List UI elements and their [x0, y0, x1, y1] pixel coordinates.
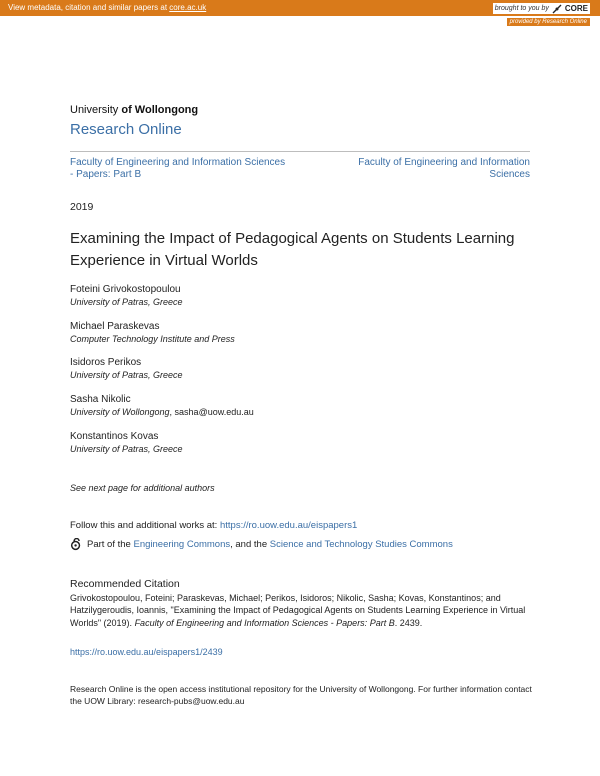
author-affiliation-text: University of Wollongong	[70, 407, 170, 417]
author-block	[70, 283, 183, 308]
citation-text	[70, 592, 530, 629]
citation-number: . 2439.	[394, 617, 423, 628]
follow-url-link[interactable]: https://ro.uow.edu.au/eispapers1	[219, 520, 358, 531]
publication-year: 2019	[70, 201, 94, 213]
author-email: , sasha@uow.edu.au	[169, 407, 254, 417]
author-affiliation: University of Patras, Greece	[70, 444, 183, 454]
author-affiliation: University of Patras, Greece	[70, 370, 183, 380]
core-logo-icon	[552, 4, 562, 14]
author-block	[70, 320, 235, 345]
open-access-icon	[70, 538, 83, 551]
sts-commons-link[interactable]: Science and Technology Studies Commons	[269, 539, 453, 550]
author-name: Konstantinos Kovas	[70, 431, 159, 442]
recommended-citation-heading: Recommended Citation	[70, 578, 180, 590]
author-name: Michael Paraskevas	[70, 321, 160, 332]
part-of-line	[70, 538, 453, 551]
author-name: Sasha Nikolic	[70, 394, 131, 405]
collection-link-left[interactable]: Faculty of Engineering and Information Sciences - Papers: Part B	[70, 157, 286, 180]
citation-body: Grivokostopoulou, Foteini; Paraskevas, Michael; Perikos, Isidoros; Nikolic, Sasha; Kovas, Konstantinos; and Hatzilygeroudis, Ioannis, "Examining the Impact of Pedagogical Agents on Students Learning Experience in Virtual Worlds" (2019).	[70, 593, 526, 628]
core-link[interactable]: core.ac.uk	[169, 3, 207, 12]
provided-by[interactable]: provided by Research Online	[507, 18, 590, 26]
follow-text: Follow this and additional works at:	[70, 520, 220, 531]
author-name: Foteini Grivokostopoulou	[70, 284, 181, 295]
part-of-prefix: Part of the	[87, 539, 134, 550]
core-banner	[0, 0, 600, 26]
part-of-middle: , and the	[230, 539, 270, 550]
metadata-text: View metadata, citation and similar papers at	[8, 3, 170, 12]
author-block	[70, 393, 254, 418]
citation-url-link[interactable]: https://ro.uow.edu.au/eispapers1/2439	[70, 647, 223, 657]
core-label: CORE	[564, 4, 588, 13]
paper-title: Examining the Impact of Pedagogical Agents on Students Learning Experience in Virtual Worlds	[70, 230, 515, 269]
repository-link[interactable]: Research Online	[70, 121, 182, 138]
divider	[70, 151, 530, 152]
author-affiliation: Computer Technology Institute and Press	[70, 334, 235, 344]
author-block	[70, 356, 183, 381]
author-block	[70, 430, 183, 455]
metadata-link-text	[8, 3, 206, 12]
engineering-commons-link[interactable]: Engineering Commons	[133, 539, 231, 550]
citation-journal: Faculty of Engineering and Information Sciences - Papers: Part B	[134, 617, 395, 628]
university-name	[70, 104, 198, 116]
brought-to-you-by[interactable]	[493, 3, 590, 14]
brought-by-text: brought to you by	[494, 5, 549, 12]
collection-link-right[interactable]: Faculty of Engineering and Information Sciences	[358, 157, 530, 180]
author-affiliation: University of Patras, Greece	[70, 297, 183, 307]
university-bold: of Wollongong	[118, 104, 199, 116]
repository-footer: Research Online is the open access institutional repository for the University of Wollongong. For further information contact the UOW Library: research-pubs@uow.edu.au	[70, 684, 532, 706]
author-affiliation	[70, 406, 254, 418]
author-name: Isidoros Perikos	[70, 357, 142, 368]
see-next-page-note: See next page for additional authors	[70, 483, 215, 493]
follow-line	[70, 520, 357, 531]
university-pre: University	[70, 104, 119, 116]
